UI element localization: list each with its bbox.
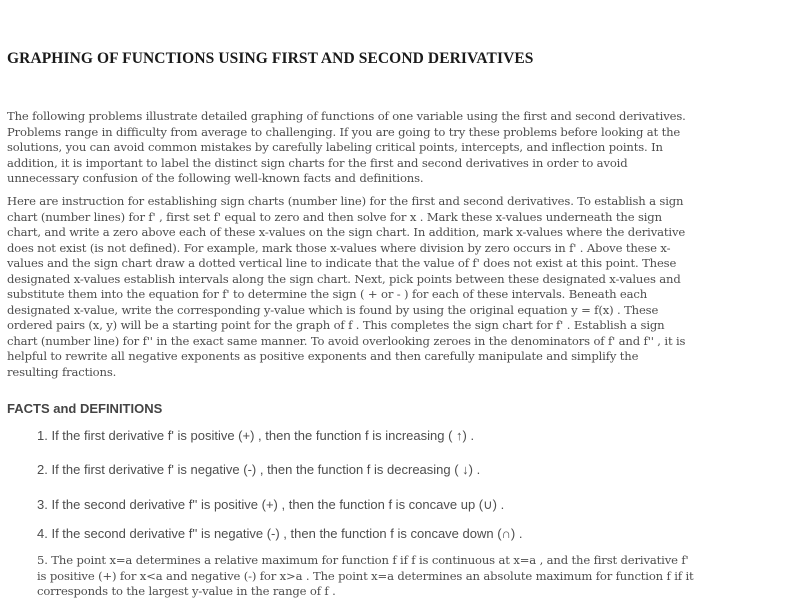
page-title: GRAPHING OF FUNCTIONS USING FIRST AND SECOND DERIVATIVES: [7, 50, 534, 67]
instructions-line: designated x-values establish intervals along the sign chart. Next, pick points between these designated x-values and: [7, 271, 681, 286]
instructions-line: values and the sign chart draw a dotted vertical line to indicate that the value of f' does not exist at this point. These: [7, 256, 677, 270]
instructions-line: chart (number line) for f'' in the exact same manner. To avoid overlooking zeroes in the denominators of f' and f'' , it is: [7, 333, 686, 348]
intro-paragraph: [7, 109, 797, 187]
instructions-line: Here are instruction for establishing sign charts (number line) for the first and second derivatives. To establish a sign: [7, 194, 684, 208]
instructions-line: chart, and write a zero above each of these x-values on the sign chart. In addition, mark x-values where the derivative: [7, 225, 686, 239]
fact-item-5: [37, 553, 694, 600]
fact-item-4: 4. If the second derivative f'' is negative (-) , then the function f is concave down (∩) .: [37, 526, 523, 541]
fact5-line: 5. The point x=a determines a relative maximum for function f if f is continuous at x=a , and the first derivative f': [37, 553, 689, 567]
instructions-line: does not exist (is not defined). For example, mark those x-values where division by zero occurs in f' . Above these x-: [7, 240, 671, 255]
fact5-line: is positive (+) for x<a and negative (-) for x>a . The point x=a determines an absolute maximum for function f if it: [37, 568, 694, 583]
intro-line: solutions, you can avoid common mistakes by carefully labeling critical points, intercepts, and inflection points. In: [7, 140, 663, 154]
instructions-line: helpful to rewrite all negative exponents as positive exponents and then carefully manipulate and simplify the: [7, 349, 639, 363]
intro-line: unnecessary confusion of the following well-known facts and definitions.: [7, 171, 424, 185]
intro-line: Problems range in difficulty from average to challenging. If you are going to try these problems before looking at the: [7, 124, 681, 139]
instructions-paragraph: [7, 194, 797, 380]
instructions-line: chart (number lines) for f' , first set f' equal to zero and then solve for x . Mark these x-values underneath the sign: [7, 209, 662, 224]
instructions-line: resulting fractions.: [7, 364, 117, 379]
instructions-line: ordered pairs (x, y) will be a starting point for the graph of f . This completes the sign chart for f' . Establish a sign: [7, 318, 665, 332]
facts-heading: FACTS and DEFINITIONS: [7, 401, 163, 416]
fact5-line: corresponds to the largest y-value in the range of f .: [37, 584, 336, 598]
fact-item-1: 1. If the first derivative f' is positive (+) , then the function f is increasing ( ↑) .: [37, 428, 475, 443]
fact-item-3: 3. If the second derivative f'' is positive (+) , then the function f is concave up (∪) .: [37, 497, 505, 512]
instructions-line: designated x-value, write the corresponding y-value which is found by using the original equation y = f(x) . These: [7, 302, 659, 317]
fact-item-2: 2. If the first derivative f' is negative (-) , then the function f is decreasing ( ↓) .: [37, 462, 481, 477]
intro-line: addition, it is important to label the distinct sign charts for the first and second derivatives in order to avoid: [7, 155, 628, 170]
instructions-line: substitute them into the equation for f' to determine the sign ( + or - ) for each of these intervals. Beneath each: [7, 287, 648, 301]
intro-line: The following problems illustrate detailed graphing of functions of one variable using the first and second derivatives.: [7, 109, 686, 123]
